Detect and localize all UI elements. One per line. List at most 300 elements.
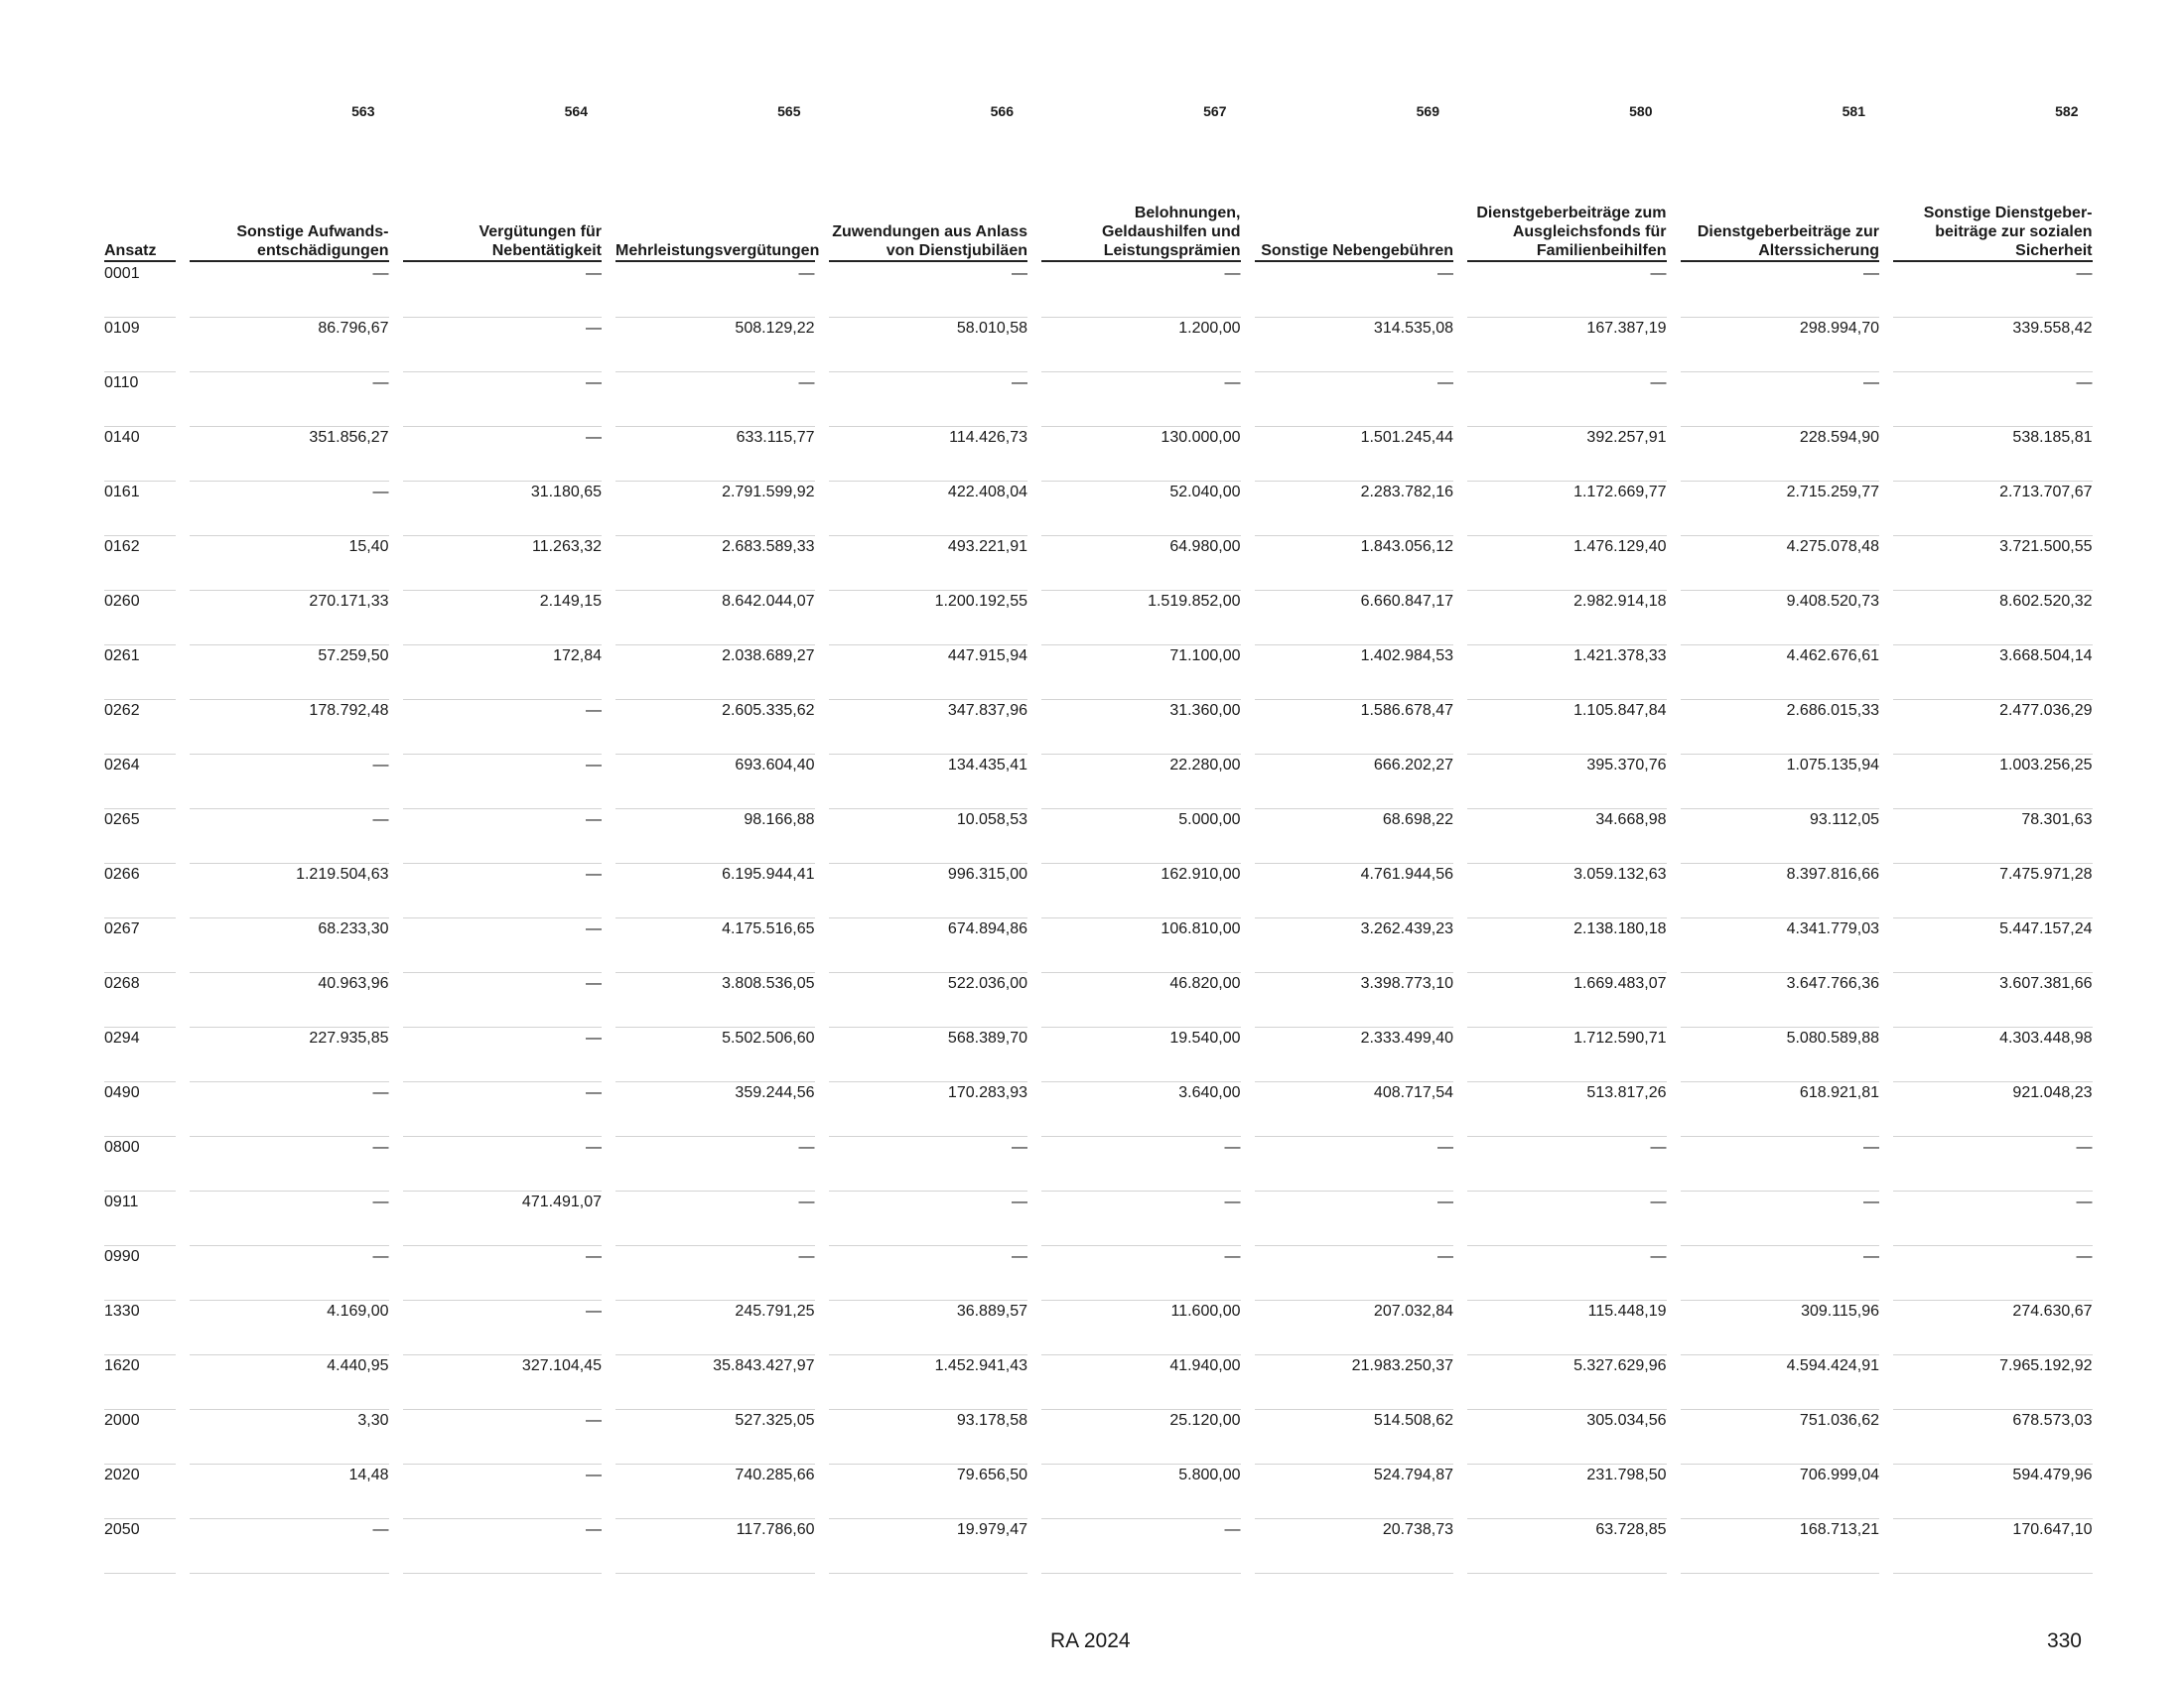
amount-value: 5.000,00 <box>1041 810 1241 864</box>
ansatz-cell <box>104 482 176 536</box>
amount-value: — <box>829 1138 1028 1192</box>
value-cell <box>602 318 815 372</box>
table-row <box>104 645 2093 700</box>
amount-value: 4.303.448,98 <box>1893 1029 2093 1082</box>
amount-value: — <box>190 483 389 536</box>
amount-value: 1.519.852,00 <box>1041 592 1241 645</box>
amount-value: 9.408.520,73 <box>1681 592 1880 645</box>
amount-value: 751.036,62 <box>1681 1411 1880 1465</box>
amount-value: 666.202,27 <box>1255 756 1454 809</box>
value-cell <box>1453 1082 1667 1137</box>
ansatz-cell <box>104 755 176 809</box>
value-cell <box>602 1082 815 1137</box>
amount-value: 1.003.256,25 <box>1893 756 2093 809</box>
value-cell <box>602 918 815 973</box>
value-cell <box>176 536 389 591</box>
value-cell <box>602 536 815 591</box>
amount-value: — <box>1893 264 2093 318</box>
value-cell <box>815 1410 1028 1465</box>
value-cell <box>1453 263 1667 318</box>
value-cell <box>1453 372 1667 427</box>
amount-value: — <box>1893 1193 2093 1246</box>
value-cell <box>602 263 815 318</box>
value-cell <box>1027 1137 1241 1192</box>
ansatz-cell <box>104 1192 176 1246</box>
column-header <box>1241 191 1454 263</box>
amount-value: 1.476.129,40 <box>1467 537 1667 591</box>
value-cell <box>602 427 815 482</box>
value-cell <box>1027 372 1241 427</box>
value-cell <box>1241 645 1454 700</box>
value-cell <box>815 1028 1028 1082</box>
value-cell <box>815 1246 1028 1301</box>
amount-value: — <box>1255 264 1454 318</box>
report-table <box>104 95 2093 1574</box>
value-cell <box>1241 372 1454 427</box>
value-cell <box>1453 645 1667 700</box>
value-cell <box>1027 318 1241 372</box>
amount-value: 25.120,00 <box>1041 1411 1241 1465</box>
amount-value: 693.604,40 <box>615 756 815 809</box>
value-cell <box>1879 1465 2093 1519</box>
amount-value: — <box>403 1029 603 1082</box>
amount-value: — <box>403 1083 603 1137</box>
amount-value: 227.935,85 <box>190 1029 389 1082</box>
amount-value: 493.221,91 <box>829 537 1028 591</box>
amount-value: — <box>615 1247 815 1301</box>
amount-value: 130.000,00 <box>1041 428 1241 482</box>
amount-value: 339.558,42 <box>1893 319 2093 372</box>
amount-value: — <box>615 1138 815 1192</box>
ansatz-code: 0001 <box>104 264 176 318</box>
value-cell <box>815 864 1028 918</box>
amount-value: 351.856,27 <box>190 428 389 482</box>
amount-value: 86.796,67 <box>190 319 389 372</box>
column-header-label: Sonstige Nebengebühren <box>1255 241 1454 262</box>
value-cell <box>1027 700 1241 755</box>
amount-value: 231.798,50 <box>1467 1466 1667 1519</box>
table-row <box>104 427 2093 482</box>
amount-value: — <box>829 264 1028 318</box>
value-cell <box>1453 1301 1667 1355</box>
amount-value: — <box>1041 373 1241 427</box>
amount-value: 4.275.078,48 <box>1681 537 1880 591</box>
amount-value: 178.792,48 <box>190 701 389 755</box>
amount-value: 1.669.483,07 <box>1467 974 1667 1028</box>
amount-value: 2.477.036,29 <box>1893 701 2093 755</box>
amount-value: 568.389,70 <box>829 1029 1028 1082</box>
amount-value: 4.761.944,56 <box>1255 865 1454 918</box>
ansatz-code: 0490 <box>104 1083 176 1137</box>
amount-value: 1.452.941,43 <box>829 1356 1028 1410</box>
table-row <box>104 755 2093 809</box>
ansatz-code: 0261 <box>104 646 176 700</box>
value-cell <box>1241 1082 1454 1137</box>
value-cell <box>1879 318 2093 372</box>
amount-value: 740.285,66 <box>615 1466 815 1519</box>
amount-value: 11.600,00 <box>1041 1302 1241 1355</box>
amount-value: 34.668,98 <box>1467 810 1667 864</box>
amount-value: — <box>1255 1193 1454 1246</box>
value-cell <box>176 1137 389 1192</box>
value-cell <box>1667 1519 1880 1574</box>
amount-value: 115.448,19 <box>1467 1302 1667 1355</box>
value-cell <box>389 1465 603 1519</box>
ansatz-code: 0161 <box>104 483 176 536</box>
amount-value: 309.115,96 <box>1681 1302 1880 1355</box>
amount-value: — <box>1467 1138 1667 1192</box>
amount-value: 314.535,08 <box>1255 319 1454 372</box>
value-cell <box>1879 263 2093 318</box>
column-header-label: Zuwendungen aus Anlass von Dienstjubiläen <box>829 222 1028 262</box>
table-row <box>104 1137 2093 1192</box>
value-cell <box>1879 864 2093 918</box>
value-cell <box>176 1355 389 1410</box>
amount-value: — <box>403 756 603 809</box>
amount-value: — <box>1681 1193 1880 1246</box>
table-row <box>104 263 2093 318</box>
value-cell <box>176 918 389 973</box>
amount-value: 15,40 <box>190 537 389 591</box>
value-cell <box>815 973 1028 1028</box>
value-cell <box>815 809 1028 864</box>
ansatz-code: 0162 <box>104 537 176 591</box>
column-header-label: Sonstige Dienstgeber- beiträge zur sozialen Sicherheit <box>1893 204 2093 262</box>
amount-value: 3.607.381,66 <box>1893 974 2093 1028</box>
amount-value: 1.586.678,47 <box>1255 701 1454 755</box>
amount-value: — <box>1255 1247 1454 1301</box>
amount-value: 78.301,63 <box>1893 810 2093 864</box>
column-code: 566 <box>990 103 1014 119</box>
ansatz-cell <box>104 318 176 372</box>
column-header <box>389 191 603 263</box>
value-cell <box>1241 700 1454 755</box>
table-row <box>104 918 2093 973</box>
amount-value: 68.233,30 <box>190 919 389 973</box>
value-cell <box>1027 1246 1241 1301</box>
value-cell <box>1027 263 1241 318</box>
value-cell <box>176 755 389 809</box>
amount-value: 19.540,00 <box>1041 1029 1241 1082</box>
amount-value: 22.280,00 <box>1041 756 1241 809</box>
amount-value: — <box>403 1466 603 1519</box>
amount-value: 5.502.506,60 <box>615 1029 815 1082</box>
amount-value: 162.910,00 <box>1041 865 1241 918</box>
value-cell <box>602 591 815 645</box>
value-cell <box>389 591 603 645</box>
value-cell <box>1453 427 1667 482</box>
value-cell <box>1027 1410 1241 1465</box>
value-cell <box>1241 1192 1454 1246</box>
table-row <box>104 372 2093 427</box>
amount-value: 52.040,00 <box>1041 483 1241 536</box>
ansatz-cell <box>104 1465 176 1519</box>
amount-value: 14,48 <box>190 1466 389 1519</box>
value-cell <box>176 318 389 372</box>
value-cell <box>389 263 603 318</box>
amount-value: — <box>1041 1138 1241 1192</box>
amount-value: 4.341.779,03 <box>1681 919 1880 973</box>
amount-value: — <box>190 810 389 864</box>
amount-value: — <box>1255 1138 1454 1192</box>
amount-value: 93.178,58 <box>829 1411 1028 1465</box>
value-cell <box>176 1519 389 1574</box>
table-row <box>104 1028 2093 1082</box>
amount-value: 245.791,25 <box>615 1302 815 1355</box>
value-cell <box>1453 1028 1667 1082</box>
value-cell <box>815 536 1028 591</box>
value-cell <box>1027 1465 1241 1519</box>
ansatz-cell <box>104 1082 176 1137</box>
amount-value: 471.491,07 <box>403 1193 603 1246</box>
value-cell <box>1241 1465 1454 1519</box>
amount-value: — <box>829 1193 1028 1246</box>
value-cell <box>1667 482 1880 536</box>
table-row <box>104 809 2093 864</box>
value-cell <box>1453 591 1667 645</box>
value-cell <box>1027 1192 1241 1246</box>
value-cell <box>1241 864 1454 918</box>
value-cell <box>1241 1410 1454 1465</box>
amount-value: — <box>403 1302 603 1355</box>
amount-value: 327.104,45 <box>403 1356 603 1410</box>
amount-value: 6.195.944,41 <box>615 865 815 918</box>
amount-value: 408.717,54 <box>1255 1083 1454 1137</box>
value-cell <box>1241 536 1454 591</box>
amount-value: 1.421.378,33 <box>1467 646 1667 700</box>
value-cell <box>602 372 815 427</box>
value-cell <box>1879 1410 2093 1465</box>
value-cell <box>1879 1301 2093 1355</box>
code-cell-empty <box>104 95 176 191</box>
value-cell <box>1027 1355 1241 1410</box>
value-cell <box>1667 1410 1880 1465</box>
amount-value: 3.668.504,14 <box>1893 646 2093 700</box>
value-cell <box>1027 809 1241 864</box>
amount-value: — <box>403 1520 603 1574</box>
value-cell <box>815 591 1028 645</box>
table-row <box>104 536 2093 591</box>
amount-value: 4.175.516,65 <box>615 919 815 973</box>
value-cell <box>389 1301 603 1355</box>
amount-value: — <box>615 264 815 318</box>
page-number: 330 <box>2046 1629 2082 1652</box>
table-row <box>104 1246 2093 1301</box>
value-cell <box>1453 864 1667 918</box>
amount-value: 10.058,53 <box>829 810 1028 864</box>
value-cell <box>1667 645 1880 700</box>
amount-value: — <box>403 865 603 918</box>
value-cell <box>1241 1519 1454 1574</box>
value-cell <box>1453 809 1667 864</box>
value-cell <box>602 1410 815 1465</box>
amount-value: 1.172.669,77 <box>1467 483 1667 536</box>
value-cell <box>1667 973 1880 1028</box>
amount-value: 1.843.056,12 <box>1255 537 1454 591</box>
ansatz-code: 0260 <box>104 592 176 645</box>
amount-value: 5.447.157,24 <box>1893 919 2093 973</box>
value-cell <box>176 1028 389 1082</box>
value-cell <box>389 809 603 864</box>
ansatz-code: 0110 <box>104 373 176 427</box>
value-cell <box>1241 973 1454 1028</box>
amount-value: 106.810,00 <box>1041 919 1241 973</box>
ansatz-cell <box>104 536 176 591</box>
ansatz-code: 0990 <box>104 1247 176 1301</box>
amount-value: 1.219.504,63 <box>190 865 389 918</box>
amount-value: 228.594,90 <box>1681 428 1880 482</box>
amount-value: — <box>1467 264 1667 318</box>
value-cell <box>815 700 1028 755</box>
column-header-label: Mehrleistungsvergütungen <box>615 241 815 262</box>
ansatz-cell <box>104 1519 176 1574</box>
value-cell <box>1241 1246 1454 1301</box>
amount-value: 21.983.250,37 <box>1255 1356 1454 1410</box>
amount-value: — <box>190 1247 389 1301</box>
table-row <box>104 1355 2093 1410</box>
column-code: 565 <box>777 103 801 119</box>
ansatz-cell <box>104 591 176 645</box>
amount-value: 6.660.847,17 <box>1255 592 1454 645</box>
table-body <box>104 263 2093 1574</box>
amount-value: 1.712.590,71 <box>1467 1029 1667 1082</box>
value-cell <box>1879 1028 2093 1082</box>
ansatz-code: 0911 <box>104 1193 176 1246</box>
value-cell <box>1027 482 1241 536</box>
ansatz-code: 2000 <box>104 1411 176 1465</box>
amount-value: 996.315,00 <box>829 865 1028 918</box>
amount-value: 3.640,00 <box>1041 1083 1241 1137</box>
value-cell <box>389 482 603 536</box>
value-cell <box>1879 700 2093 755</box>
amount-value: — <box>1681 373 1880 427</box>
amount-value: 63.728,85 <box>1467 1520 1667 1574</box>
value-cell <box>1453 1137 1667 1192</box>
column-code: 580 <box>1629 103 1653 119</box>
amount-value: 618.921,81 <box>1681 1083 1880 1137</box>
value-cell <box>815 1355 1028 1410</box>
value-cell <box>815 1137 1028 1192</box>
amount-value: — <box>615 1193 815 1246</box>
value-cell <box>1453 1246 1667 1301</box>
amount-value: — <box>190 1520 389 1574</box>
amount-value: 3.398.773,10 <box>1255 974 1454 1028</box>
value-cell <box>1667 1465 1880 1519</box>
value-cell <box>389 864 603 918</box>
value-cell <box>1027 864 1241 918</box>
amount-value: 7.475.971,28 <box>1893 865 2093 918</box>
amount-value: 5.800,00 <box>1041 1466 1241 1519</box>
value-cell <box>1453 1519 1667 1574</box>
amount-value: 4.440,95 <box>190 1356 389 1410</box>
value-cell <box>1879 809 2093 864</box>
value-cell <box>815 1082 1028 1137</box>
table-row <box>104 1192 2093 1246</box>
amount-value: 706.999,04 <box>1681 1466 1880 1519</box>
amount-value: 274.630,67 <box>1893 1302 2093 1355</box>
column-header-label: Dienstgeberbeiträge zur Alterssicherung <box>1681 222 1880 262</box>
value-cell <box>176 482 389 536</box>
column-code: 569 <box>1416 103 1439 119</box>
amount-value: 2.982.914,18 <box>1467 592 1667 645</box>
value-cell <box>1667 809 1880 864</box>
amount-value: — <box>829 1247 1028 1301</box>
value-cell <box>1453 536 1667 591</box>
value-cell <box>389 700 603 755</box>
ansatz-cell <box>104 1410 176 1465</box>
ansatz-code: 0109 <box>104 319 176 372</box>
amount-value: 2.791.599,92 <box>615 483 815 536</box>
value-cell <box>1879 918 2093 973</box>
amount-value: 2.713.707,67 <box>1893 483 2093 536</box>
amount-value: 57.259,50 <box>190 646 389 700</box>
value-cell <box>1879 1519 2093 1574</box>
value-cell <box>1667 372 1880 427</box>
value-cell <box>389 318 603 372</box>
value-cell <box>815 482 1028 536</box>
value-cell <box>176 263 389 318</box>
value-cell <box>1879 482 2093 536</box>
value-cell <box>1027 973 1241 1028</box>
amount-value: 1.200.192,55 <box>829 592 1028 645</box>
amount-value: 46.820,00 <box>1041 974 1241 1028</box>
value-cell <box>1667 1082 1880 1137</box>
amount-value: 93.112,05 <box>1681 810 1880 864</box>
amount-value: 298.994,70 <box>1681 319 1880 372</box>
value-cell <box>1241 918 1454 973</box>
value-cell <box>1879 427 2093 482</box>
amount-value: 68.698,22 <box>1255 810 1454 864</box>
amount-value: 8.602.520,32 <box>1893 592 2093 645</box>
amount-value: — <box>403 974 603 1028</box>
value-cell <box>1027 1082 1241 1137</box>
value-cell <box>815 427 1028 482</box>
ansatz-code: 0268 <box>104 974 176 1028</box>
amount-value: — <box>829 373 1028 427</box>
amount-value: 538.185,81 <box>1893 428 2093 482</box>
amount-value: — <box>1467 1247 1667 1301</box>
ansatz-code: 0267 <box>104 919 176 973</box>
amount-value: 1.402.984,53 <box>1255 646 1454 700</box>
ansatz-code: 0265 <box>104 810 176 864</box>
value-cell <box>1879 1246 2093 1301</box>
amount-value: 167.387,19 <box>1467 319 1667 372</box>
table-row <box>104 318 2093 372</box>
column-code: 581 <box>1842 103 1865 119</box>
value-cell <box>1027 1519 1241 1574</box>
value-cell <box>1241 1355 1454 1410</box>
ansatz-code: 1330 <box>104 1302 176 1355</box>
amount-value: 513.817,26 <box>1467 1083 1667 1137</box>
amount-value: 522.036,00 <box>829 974 1028 1028</box>
amount-value: 359.244,56 <box>615 1083 815 1137</box>
amount-value: 347.837,96 <box>829 701 1028 755</box>
amount-value: — <box>403 1138 603 1192</box>
table-row <box>104 1301 2093 1355</box>
amount-value: 3,30 <box>190 1411 389 1465</box>
value-cell <box>1027 591 1241 645</box>
amount-value: — <box>1467 373 1667 427</box>
value-cell <box>1241 482 1454 536</box>
amount-value: 40.963,96 <box>190 974 389 1028</box>
value-cell <box>176 1082 389 1137</box>
amount-value: 31.180,65 <box>403 483 603 536</box>
amount-value: — <box>1041 1193 1241 1246</box>
ansatz-header-label: Ansatz <box>104 241 176 262</box>
value-cell <box>1879 372 2093 427</box>
amount-value: 8.397.816,66 <box>1681 865 1880 918</box>
value-cell <box>602 1137 815 1192</box>
